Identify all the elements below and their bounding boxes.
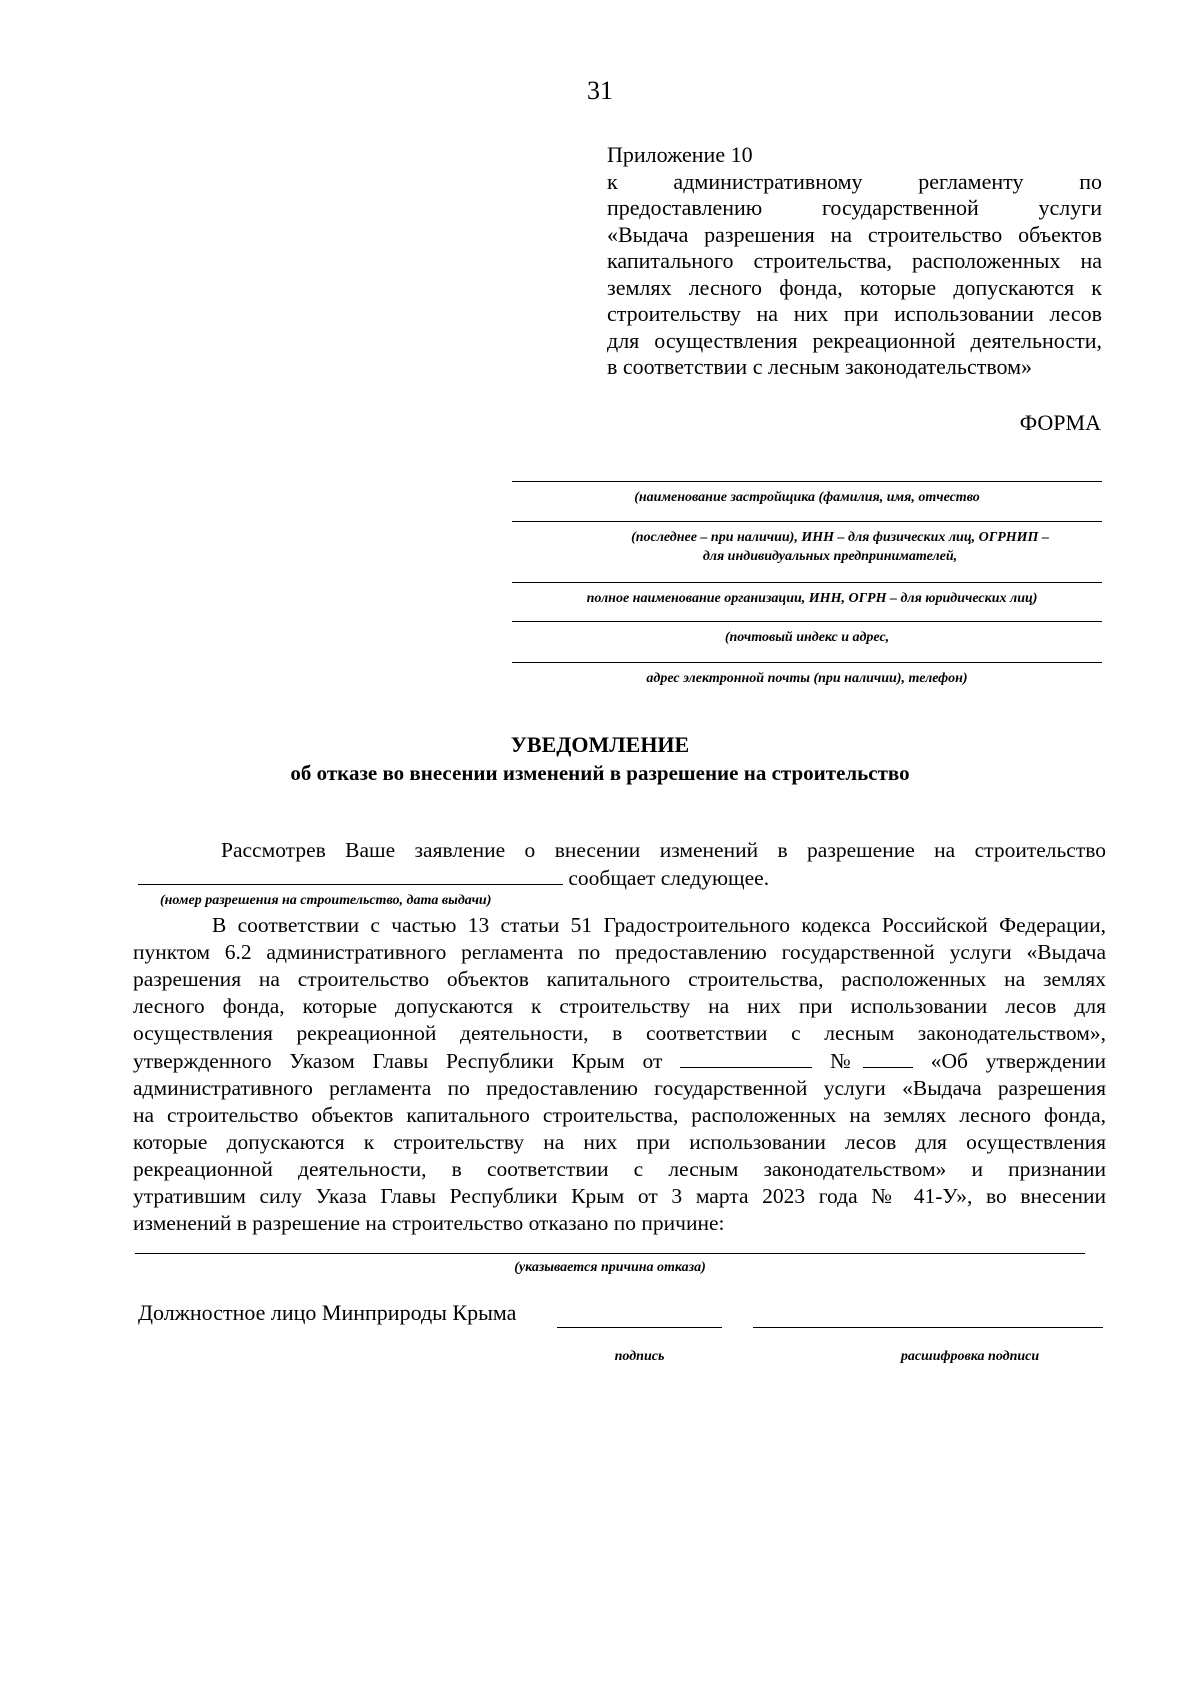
applicant-name-caption: (наименование застройщика (фамилия, имя, отчество	[634, 490, 980, 505]
appendix-line: землях лесного фонда, которые допускаются к	[607, 274, 1102, 300]
decree-text: утвержденного Указом Главы Республики Крым от	[133, 1049, 663, 1073]
appendix-line: к административному регламенту по	[607, 168, 1102, 194]
document-title: УВЕДОМЛЕНИЕ	[510, 732, 690, 757]
appendix-line: для осуществления рекреационной деятельности,	[607, 327, 1102, 353]
refusal-reason-line[interactable]	[135, 1253, 1085, 1254]
appendix-line: строительству на них при использовании лесов	[607, 301, 1102, 326]
body-line: В соответствии с частью 13 статьи 51 Градостроительного кодекса Российской Федерации,	[212, 913, 1106, 937]
organization-caption: полное наименование организации, ИНН, ОГРН – для юридических лиц)	[586, 591, 1038, 606]
decree-date-field[interactable]	[680, 1047, 812, 1068]
permit-number-caption: (номер разрешения на строительство, дата выдачи)	[160, 893, 492, 908]
decree-number-sign: №	[829, 1049, 863, 1073]
body-line: утратившим силу Указа Главы Республики Крым от 3 марта 2023 года № 41-У», во внесении	[133, 1184, 1106, 1208]
refusal-reason-caption: (указывается причина отказа)	[514, 1260, 706, 1275]
body-line: пунктом 6.2 административного регламента по предоставлению государственной услуги «Выдача	[133, 940, 1106, 964]
intro-suffix: сообщает следующее.	[568, 866, 770, 890]
body-line: на строительство объектов капитального строительства, расположенных на землях лесного фонда,	[133, 1103, 1106, 1127]
body-line: разрешения на строительство объектов капитального строительства, расположенных на землях	[133, 967, 1106, 991]
decree-title-start: «Об утверждении	[930, 1049, 1107, 1073]
postal-address-caption: (почтовый индекс и адрес,	[724, 630, 890, 645]
postal-address-line[interactable]	[512, 621, 1102, 622]
applicant-inn-caption: (последнее – при наличии), ИНН – для физических лиц, ОГРНИП –	[631, 530, 1049, 545]
body-first-line	[212, 912, 1106, 939]
permit-number-field[interactable]	[138, 864, 563, 885]
applicant-inn-line[interactable]	[512, 521, 1102, 522]
body-line: административного регламента по предоставлению государственной услуги «Выдача разрешения	[133, 1076, 1106, 1100]
body-line-decree	[133, 1047, 1106, 1075]
applicant-name-line[interactable]	[512, 481, 1102, 482]
body-line: рекреационной деятельности, в соответствии с лесным законодательством» и признании	[133, 1157, 1106, 1181]
body-line: лесного фонда, которые допускаются к строительству на них при использовании лесов для	[133, 994, 1106, 1018]
organization-line[interactable]	[512, 582, 1102, 583]
signature-decode-line[interactable]	[753, 1327, 1103, 1328]
form-label: ФОРМА	[1019, 410, 1101, 435]
intro-line-2	[138, 864, 838, 892]
signature-decode-caption: расшифровка подписи	[900, 1349, 1040, 1364]
body-line: осуществления рекреационной деятельности, в соответствии с лесным законодательством»,	[133, 1021, 1106, 1045]
appendix-line: капитального строительства, расположенных на	[607, 248, 1102, 273]
intro-line-1	[221, 837, 1106, 864]
applicant-ip-caption: для индивидуальных предпринимателей,	[702, 549, 958, 564]
signature-caption: подпись	[614, 1349, 665, 1364]
body-line-last: изменений в разрешение на строительство отказано по причине:	[133, 1211, 725, 1235]
body-paragraph	[133, 939, 1106, 1237]
document-subtitle: об отказе во внесении изменений в разрешение на строительство	[290, 761, 910, 785]
page-number: 31	[587, 76, 613, 105]
official-position: Должностное лицо Минприроды Крыма	[138, 1300, 517, 1325]
signature-line[interactable]	[557, 1327, 722, 1328]
appendix-line: предоставлению государственной услуги	[607, 195, 1102, 220]
body-line: которые допускаются к строительству на них при использовании лесов для осуществления	[133, 1130, 1106, 1154]
appendix-line: «Выдача разрешения на строительство объектов	[607, 221, 1102, 247]
appendix-line-last: в соответствии с лесным законодательством»	[607, 354, 1033, 379]
appendix-block	[607, 142, 1102, 381]
decree-number-field[interactable]	[863, 1047, 913, 1068]
appendix-title: Приложение 10	[607, 142, 753, 167]
intro-text: Рассмотрев Ваше заявление о внесении изменений в разрешение на строительство	[221, 838, 1106, 862]
email-phone-caption: адрес электронной почты (при наличии), телефон)	[646, 671, 968, 686]
email-phone-line[interactable]	[512, 662, 1102, 663]
